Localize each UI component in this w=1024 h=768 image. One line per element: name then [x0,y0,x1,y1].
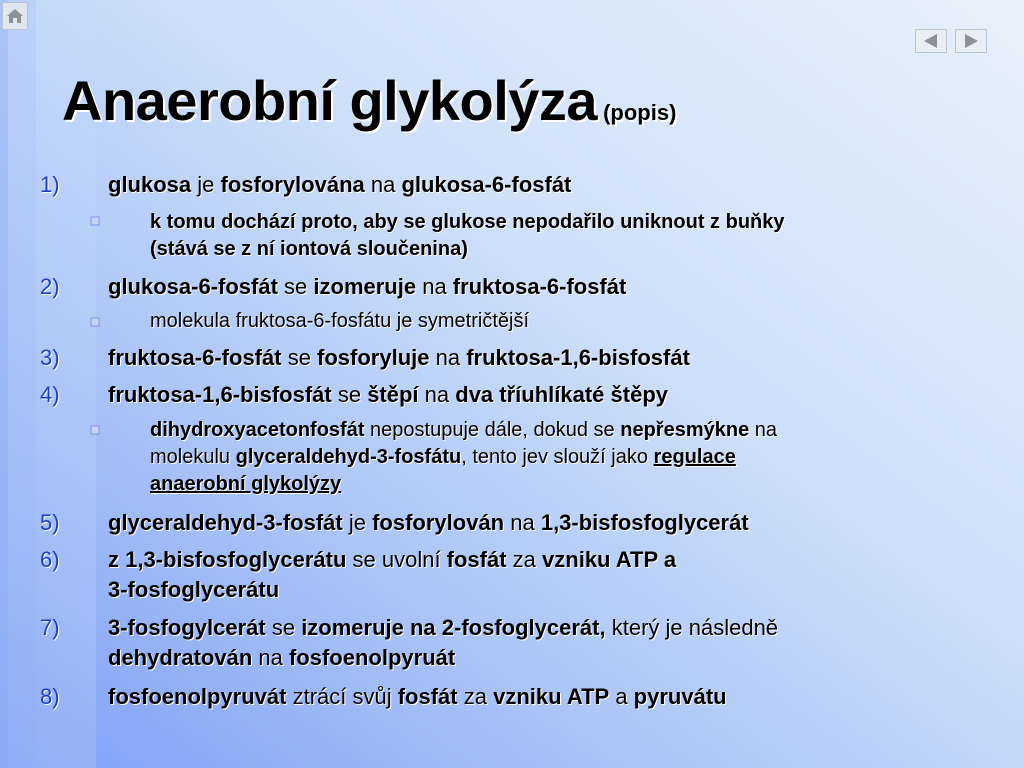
text: na [429,345,467,370]
list-item-6-line-1 [108,545,676,575]
term: glukosa [108,172,192,197]
list-number-5: 5) [40,510,60,535]
list-item-5 [108,508,749,538]
term: vzniku ATP [493,684,610,709]
list-number-4: 4) [40,382,60,407]
term: vzniku ATP a [542,547,677,572]
term: fruktosa-1,6-bisfosfát [466,345,690,370]
term: glyceraldehyd-3-fosfátu [235,446,462,468]
sub-item-2-line-1: molekula fruktosa-6-fosfátu je symetričtější [150,310,530,332]
term: fruktosa-6-fosfát [108,345,282,370]
term: fruktosa-1,6-bisfosfát [108,382,332,407]
list-item-2 [108,272,626,302]
square-bullet-icon [90,425,100,435]
text: je [191,172,221,197]
square-bullet-icon [90,216,100,226]
text: je [342,510,373,535]
list-number-3: 3) [40,345,60,370]
text: na [418,382,456,407]
list-number-2: 2) [40,274,60,299]
text: , tento jev slouží jako [461,446,654,468]
list-item-7-line-1 [108,613,778,643]
term-underlined: anaerobní glykolýzy [150,473,342,495]
list-item-4 [108,380,668,410]
term: fruktosa-6-fosfát [452,274,627,299]
list-number-7: 7) [40,615,60,640]
text: a [609,684,634,709]
list-item-3 [108,343,690,373]
text: na [504,510,541,535]
sub-item-1-line-1: k tomu dochází proto, aby se glukose nepodařilo uniknout z buňky [150,211,785,233]
term: fosforylován [372,510,505,535]
term: glyceraldehyd-3-fosfát [108,510,343,535]
text: se uvolní [346,547,447,572]
term: fosforyluje [317,345,430,370]
text: nepostupuje dále, dokud se [364,419,621,441]
list-number-8: 8) [40,684,60,709]
term: 3-fosfoglycerátu [108,577,280,602]
term: glukosa-6-fosfát [401,172,572,197]
text: který je následně [605,615,779,640]
text: se [331,382,368,407]
term: z 1,3-bisfosfoglycerátu [108,547,347,572]
title-main: Anaerobní glykolýza [62,69,598,132]
text: se [277,274,314,299]
text: za [457,684,494,709]
term: 1,3-bisfosfoglycerát [540,510,749,535]
term: fosfát [397,684,458,709]
list-item-6-line-2 [108,575,279,605]
sub-item-1-line-2: (stává se z ní iontová sloučenina) [150,238,468,260]
term: nepřesmýkne [620,419,750,441]
term: dehydratován [108,645,253,670]
sub-item-4-line-2 [150,444,736,471]
square-bullet-icon [90,317,100,327]
term: štěpí [367,382,419,407]
term: dihydroxyacetonfosfát [150,419,365,441]
text: molekulu [150,446,236,468]
text: na [252,645,289,670]
text: na [364,172,402,197]
list-number-1: 1) [40,172,60,197]
list-item-8 [108,682,727,712]
list-number-6: 6) [40,547,60,572]
list-item-1 [108,170,571,200]
term: izomeruje na 2-fosfoglycerát, [301,615,606,640]
term: fosfoenolpyruvát [108,684,287,709]
text: ztrácí svůj [286,684,398,709]
term: pyruvátu [633,684,727,709]
title-subtitle: (popis) [603,100,677,125]
term: 3-fosfogylcerát [108,615,266,640]
term: fosfoenolpyruát [288,645,456,670]
term: glukosa-6-fosfát [108,274,278,299]
text: na [749,419,778,441]
text: se [265,615,302,640]
term: fosforylována [220,172,365,197]
sub-item-4-line-1 [150,417,777,444]
term-underlined: regulace [653,446,736,468]
text: se [281,345,318,370]
sub-item-4-line-3 [150,471,341,498]
term: dva tříuhlíkaté štěpy [455,382,668,407]
list-item-7-line-2 [108,643,455,673]
term: fosfát [446,547,507,572]
text: na [416,274,453,299]
text: za [506,547,543,572]
term: izomeruje [313,274,417,299]
